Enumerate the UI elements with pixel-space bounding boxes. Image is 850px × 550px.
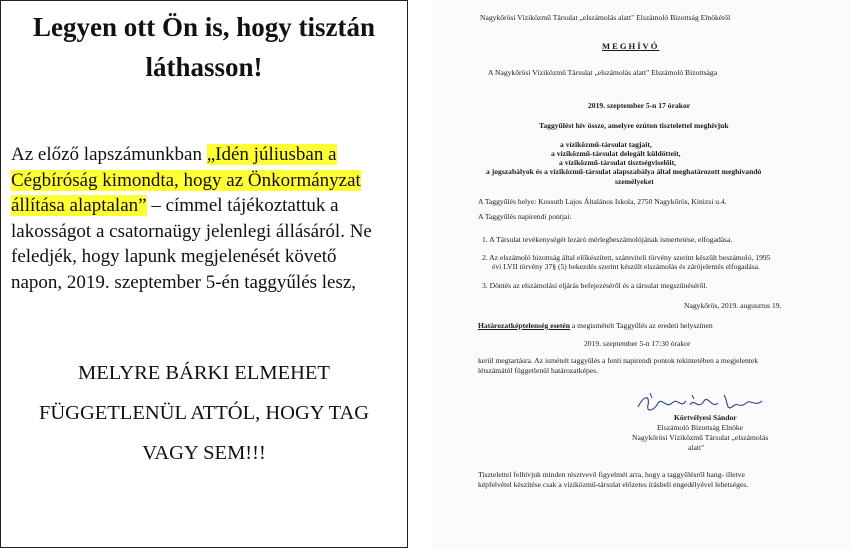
intro-line: A Nagykőrösi Víziközmű Társulat „elszámolás alatt" Elszámoló Bizottsága (488, 68, 718, 77)
article-headline (1, 7, 407, 87)
agenda-item: 3. Döntés az elszámolási eljárás befejezéséről és a társulat megszűnéséről. (482, 281, 708, 290)
convene-line: Taggyűlést hív össze, amelyre ezúton tisztelettel meghívjuk (539, 121, 729, 130)
body-line: napon, 2019. szeptember 5-én taggyűlés lesz, (11, 271, 357, 293)
invitation-document (432, 0, 850, 550)
quorum-label: Határozatképtelenség esetén (478, 321, 571, 330)
signatory-role: Nagykőrösi Víziközmű Társulat „elszámolás (632, 433, 769, 442)
signatory-role: alatt" (688, 443, 705, 452)
body-line (11, 193, 397, 219)
call-to-action (1, 353, 407, 473)
body-line: lakosságot a csatornaügy jelenlegi állásáról. Ne (11, 220, 372, 242)
quorum-line (478, 321, 713, 330)
left-article-panel (0, 0, 408, 548)
signatory-role: Elszámoló Bizottság Elnöke (657, 423, 744, 432)
agenda-label: A Taggyűlés napirendi pontjai: (478, 212, 572, 221)
document-title: MEGHÍVÓ (602, 41, 660, 51)
agenda-item: 1. A Társulat tevékenységét lezáró mérlegbeszámolójának ismertetése, elfogadása. (482, 235, 733, 244)
repeat-date: 2019. szeptember 5-n 17:30 órakor (584, 339, 691, 348)
agenda-item-cont: évi LVII törvény 37§ (5) bekezdés szerint készült elszámolás és zárójelentés elfogadása. (492, 262, 760, 271)
cta-line: MELYRE BÁRKI ELMEHET (78, 362, 330, 384)
body-text: – címmel tájékoztattuk a (146, 195, 339, 217)
repeat-text-line: létszámától függetlenül határozatképes. (478, 366, 598, 375)
headline-line: láthasson! (145, 52, 263, 82)
body-line: feledjék, hogy lapunk megjelenését követő (11, 246, 337, 268)
invitee-line: a víziközmű-társulat tisztségviselőit, (559, 158, 677, 167)
headline-line: Legyen ott Ön is, hogy tisztán (32, 12, 375, 42)
invitee-line: a víziközmű-társulat delegált küldötteit, (551, 149, 681, 158)
highlighted-quote: állítása alaptalan” (11, 195, 147, 217)
article-body (11, 142, 397, 296)
place-date: Nagykőrös, 2019. augusztus 19. (684, 301, 782, 310)
repeat-text-line: kerül megtartásra. Az ismételt taggyűlés a fenti napirendi pontok tekintetében a megjelentek (478, 356, 759, 365)
invitee-line: személyeket (615, 177, 654, 186)
document-header: Nagykőrösi Víziközmű Társulat „elszámolás alatt" Elszámoló Bizottság Elnökétől (480, 13, 731, 22)
quorum-text: a megismételt Taggyűlés az eredeti helyszínen (570, 321, 713, 330)
invitee-line: a víziközmű-társulat tagjait, (560, 140, 652, 149)
body-line (11, 142, 397, 168)
invitee-line: a jogszabályok és a víziközmű-társulat alapszabálya által meghatározott meghívandó (486, 167, 762, 176)
body-text: Az előző lapszámunkban (11, 144, 207, 165)
body-line (11, 168, 397, 194)
cta-line: FÜGGETLENÜL ATTÓL, HOGY TAG (38, 402, 370, 424)
meeting-date: 2019. szeptember 5-n 17 órakor (588, 101, 691, 110)
highlighted-quote: „Idén júliusban a (206, 144, 337, 165)
venue-line: A Taggyűlés helye: Kossuth Lajos Általános Iskola, 2750 Nagykőrös, Kinizsi u.4. (478, 197, 727, 206)
signatory-name: Körtvélyesi Sándor (674, 413, 737, 422)
highlighted-quote: Cégbíróság kimondta, hogy az Önkormányzat (11, 169, 361, 191)
footer-notice: Tisztelettel felhívjuk minden résztvevő figyelmét arra, hogy a taggyűlésről hang- illetve (478, 470, 745, 479)
agenda-item: 2. Az elszámoló bizottság által előkészített, számviteli törvény szerint készült beszámoló, 1995 (482, 253, 771, 262)
footer-notice: képfelvétel készítése csak a víziközmű-társulat előzetes írásbeli engedélyével lehetséges. (478, 480, 749, 489)
cta-line: VAGY SEM!!! (142, 442, 266, 464)
